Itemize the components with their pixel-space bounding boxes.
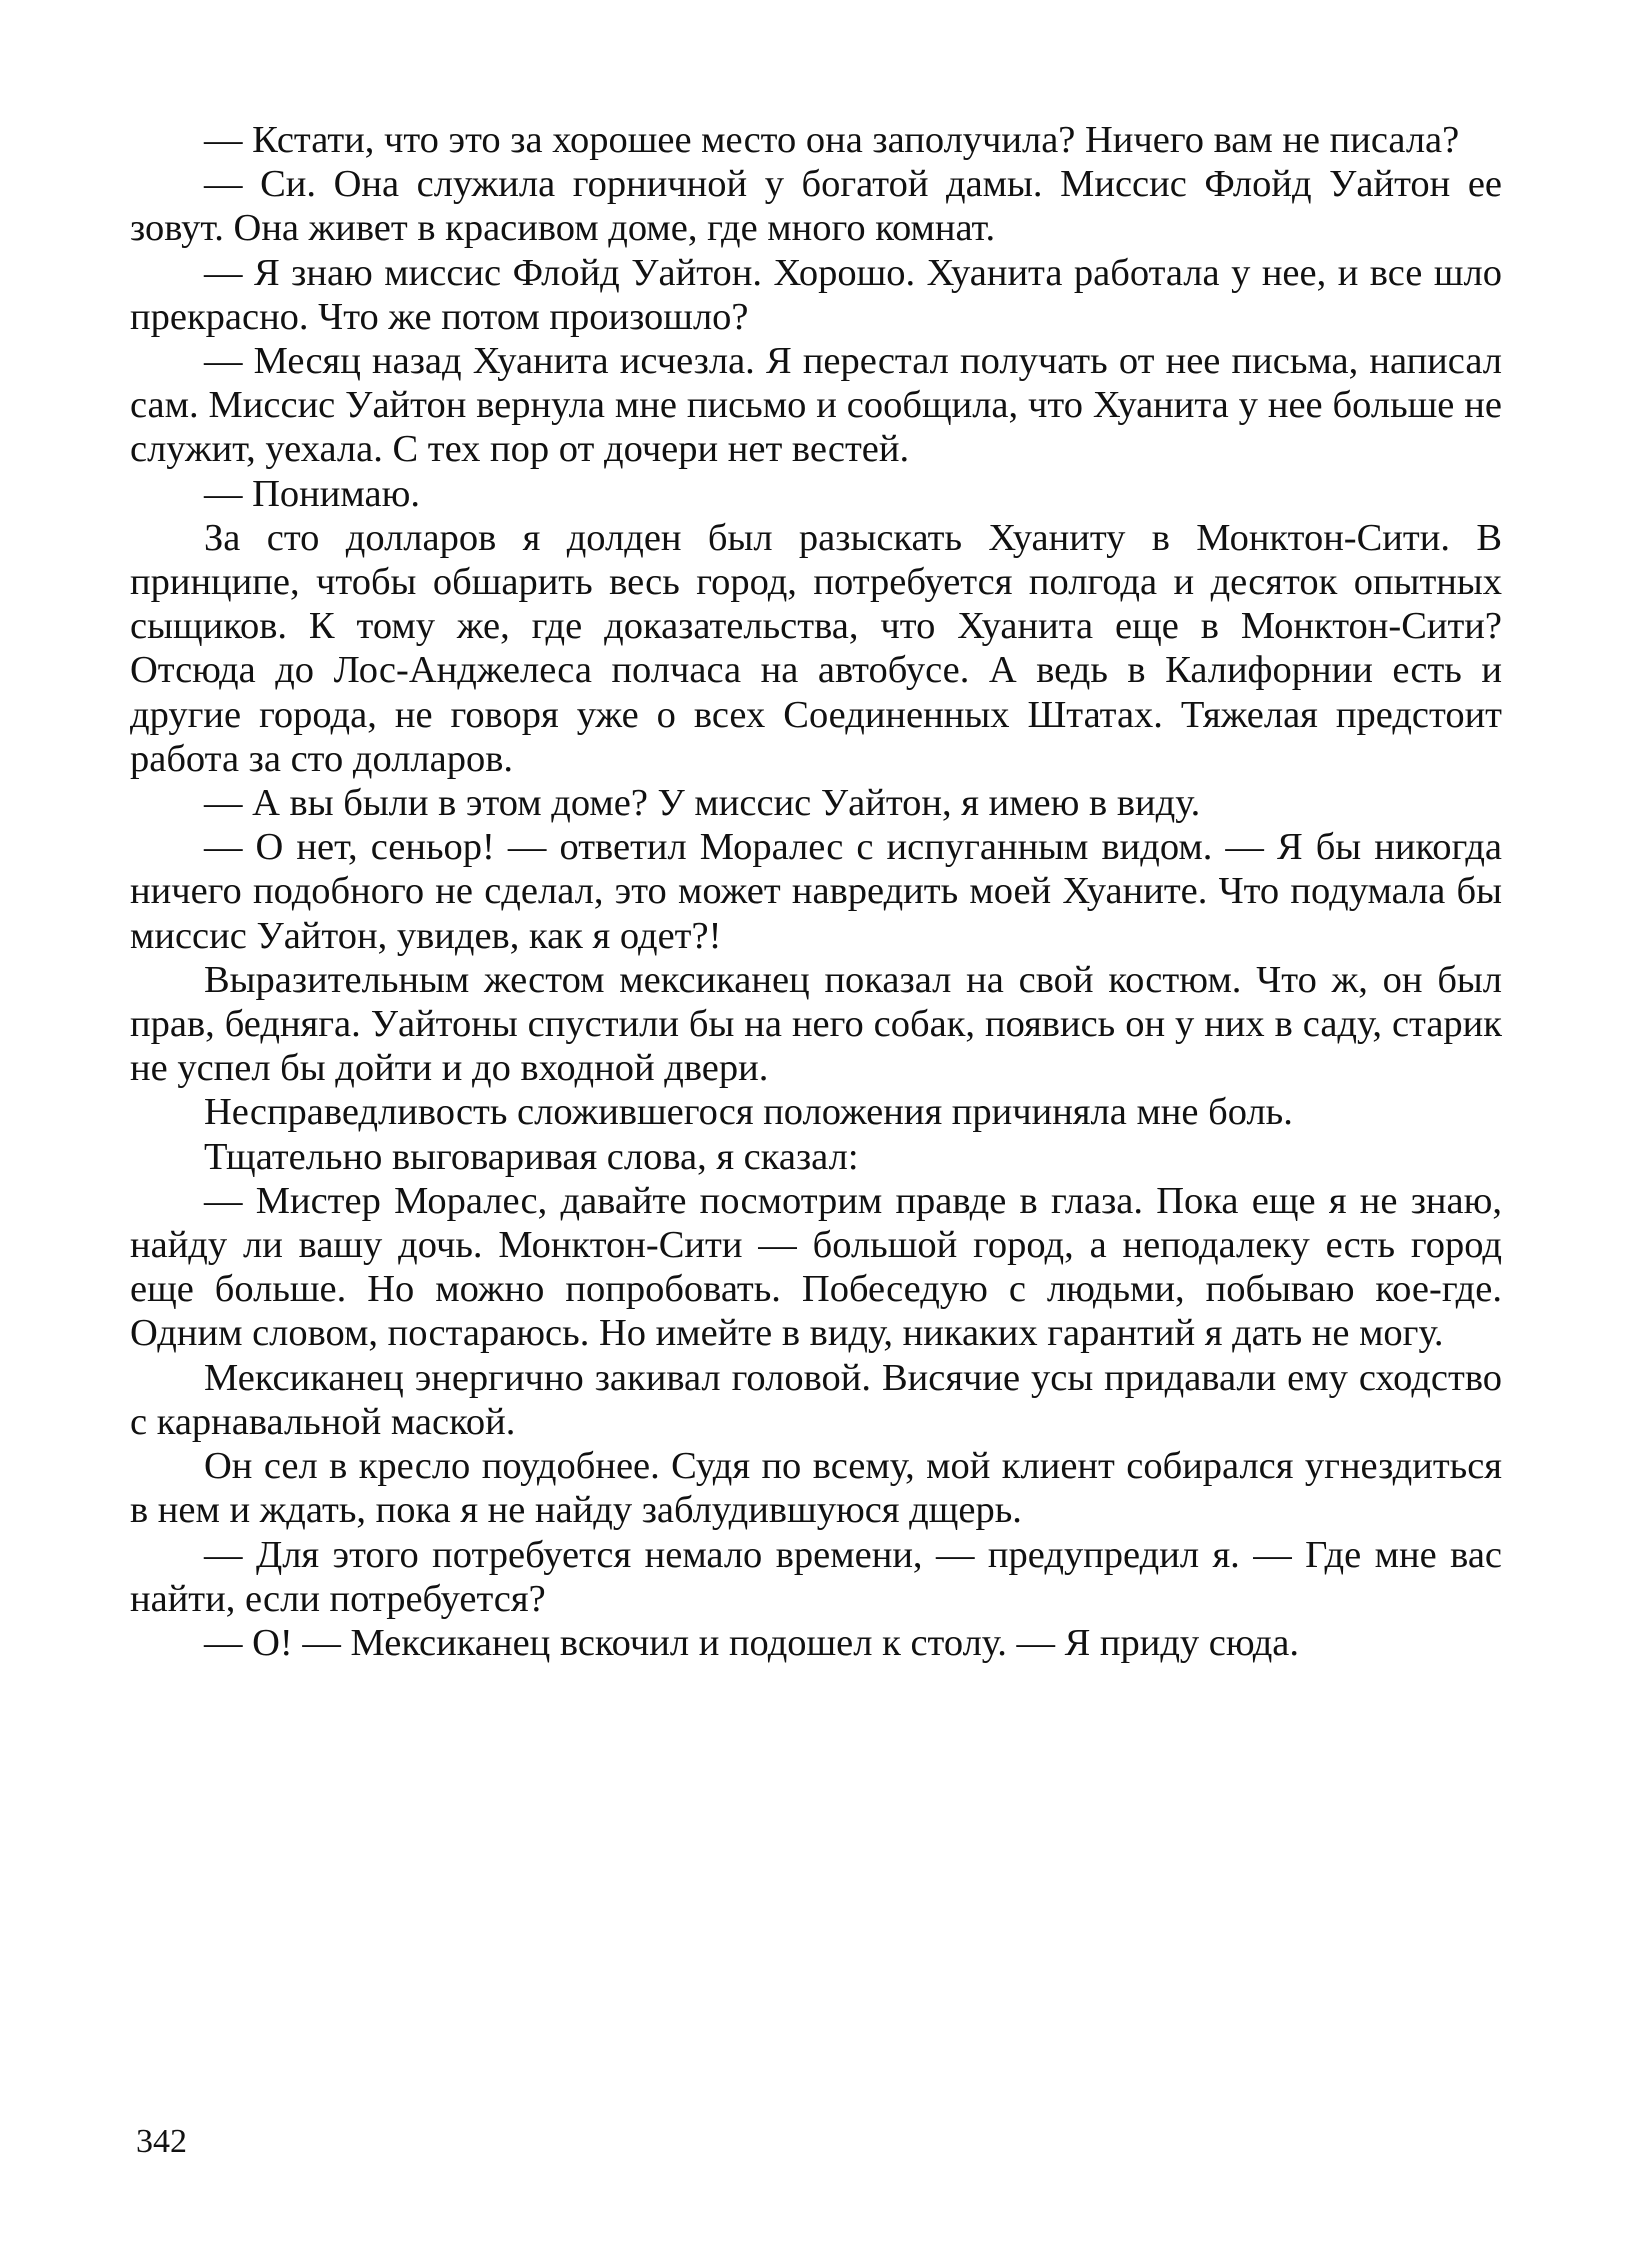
paragraph: — Кстати, что это за хорошее место она заполучила? Ничего вам не писала? [204, 119, 1460, 161]
paragraph: Выразительным жестом мексиканец показал на свой костюм. Что ж, он был прав, бедняга. Уайтоны спустили бы на него собак, появись он у них в саду, старик не успел бы дойти и до входной двери. [130, 958, 1502, 1090]
paragraph: За сто долларов я долден был разыскать Хуаниту в Монктон-Сити. В принципе, чтобы обшарить весь город, потребуется полгода и десяток опытных сыщиков. К тому же, где доказательства, что Хуанита еще в Монктон-Сити? Отсюда до Лос-Анджелеса полчаса на автобусе. А ведь в Калифорнии есть и другие города, не говоря уже о всех Соединенных Штатах. Тяжелая предстоит работа за сто долларов. [130, 516, 1502, 780]
page-number: 342 [136, 2123, 187, 2160]
page-body [130, 118, 1502, 1665]
paragraph: — О нет, сеньор! — ответил Моралес с испуганным видом. — Я бы никогда ничего подобного не сделал, это может навредить моей Хуаните. Что подумала бы миссис Уайтон, увидев, как я одет?! [130, 826, 1502, 957]
paragraph: — Я знаю миссис Флойд Уайтон. Хорошо. Хуанита работала у нее, и все шло прекрасно. Что же потом произошло? [130, 251, 1502, 338]
paragraph: — Мистер Моралес, давайте посмотрим правде в глаза. Пока еще я не знаю, найду ли вашу дочь. Монктон-Сити — большой город, а неподалеку есть город еще больше. Но можно попробовать. Побеседую с людьми, побываю кое-где. Одним словом, постараюсь. Но имейте в виду, никаких гарантий я дать не могу. [130, 1179, 1502, 1355]
paragraph: — Для этого потребуется немало времени, — предупредил я. — Где мне вас найти, если потребуется? [130, 1533, 1502, 1620]
paragraph: — Понимаю. [204, 472, 420, 515]
paragraph: — А вы были в этом доме? У миссис Уайтон, я имею в виду. [204, 782, 1201, 825]
paragraph: — Си. Она служила горничной у богатой дамы. Миссис Флойд Уайтон ее зовут. Она живет в красивом доме, где много комнат. [130, 163, 1502, 250]
paragraph: — Месяц назад Хуанита исчезла. Я перестал получать от нее письма, написал сам. Миссис Уайтон вернула мне письмо и сообщила, что Хуанита у нее больше не служит, уехала. С тех пор от дочери нет вестей. [130, 340, 1502, 471]
paragraph: Тщательно выговаривая слова, я сказал: [204, 1135, 859, 1178]
paragraph: Мексиканец энергично закивал головой. Висячие усы придавали ему сходство с карнавальной маской. [130, 1356, 1502, 1443]
paragraph: Он сел в кресло поудобнее. Судя по всему, мой клиент собирался угнездиться в нем и ждать, пока я не найду заблудившуюся дщерь. [130, 1445, 1502, 1532]
paragraph: Несправедливость сложившегося положения причиняла мне боль. [204, 1091, 1293, 1134]
paragraph: — О! — Мексиканец вскочил и подошел к столу. — Я приду сюда. [204, 1621, 1299, 1664]
